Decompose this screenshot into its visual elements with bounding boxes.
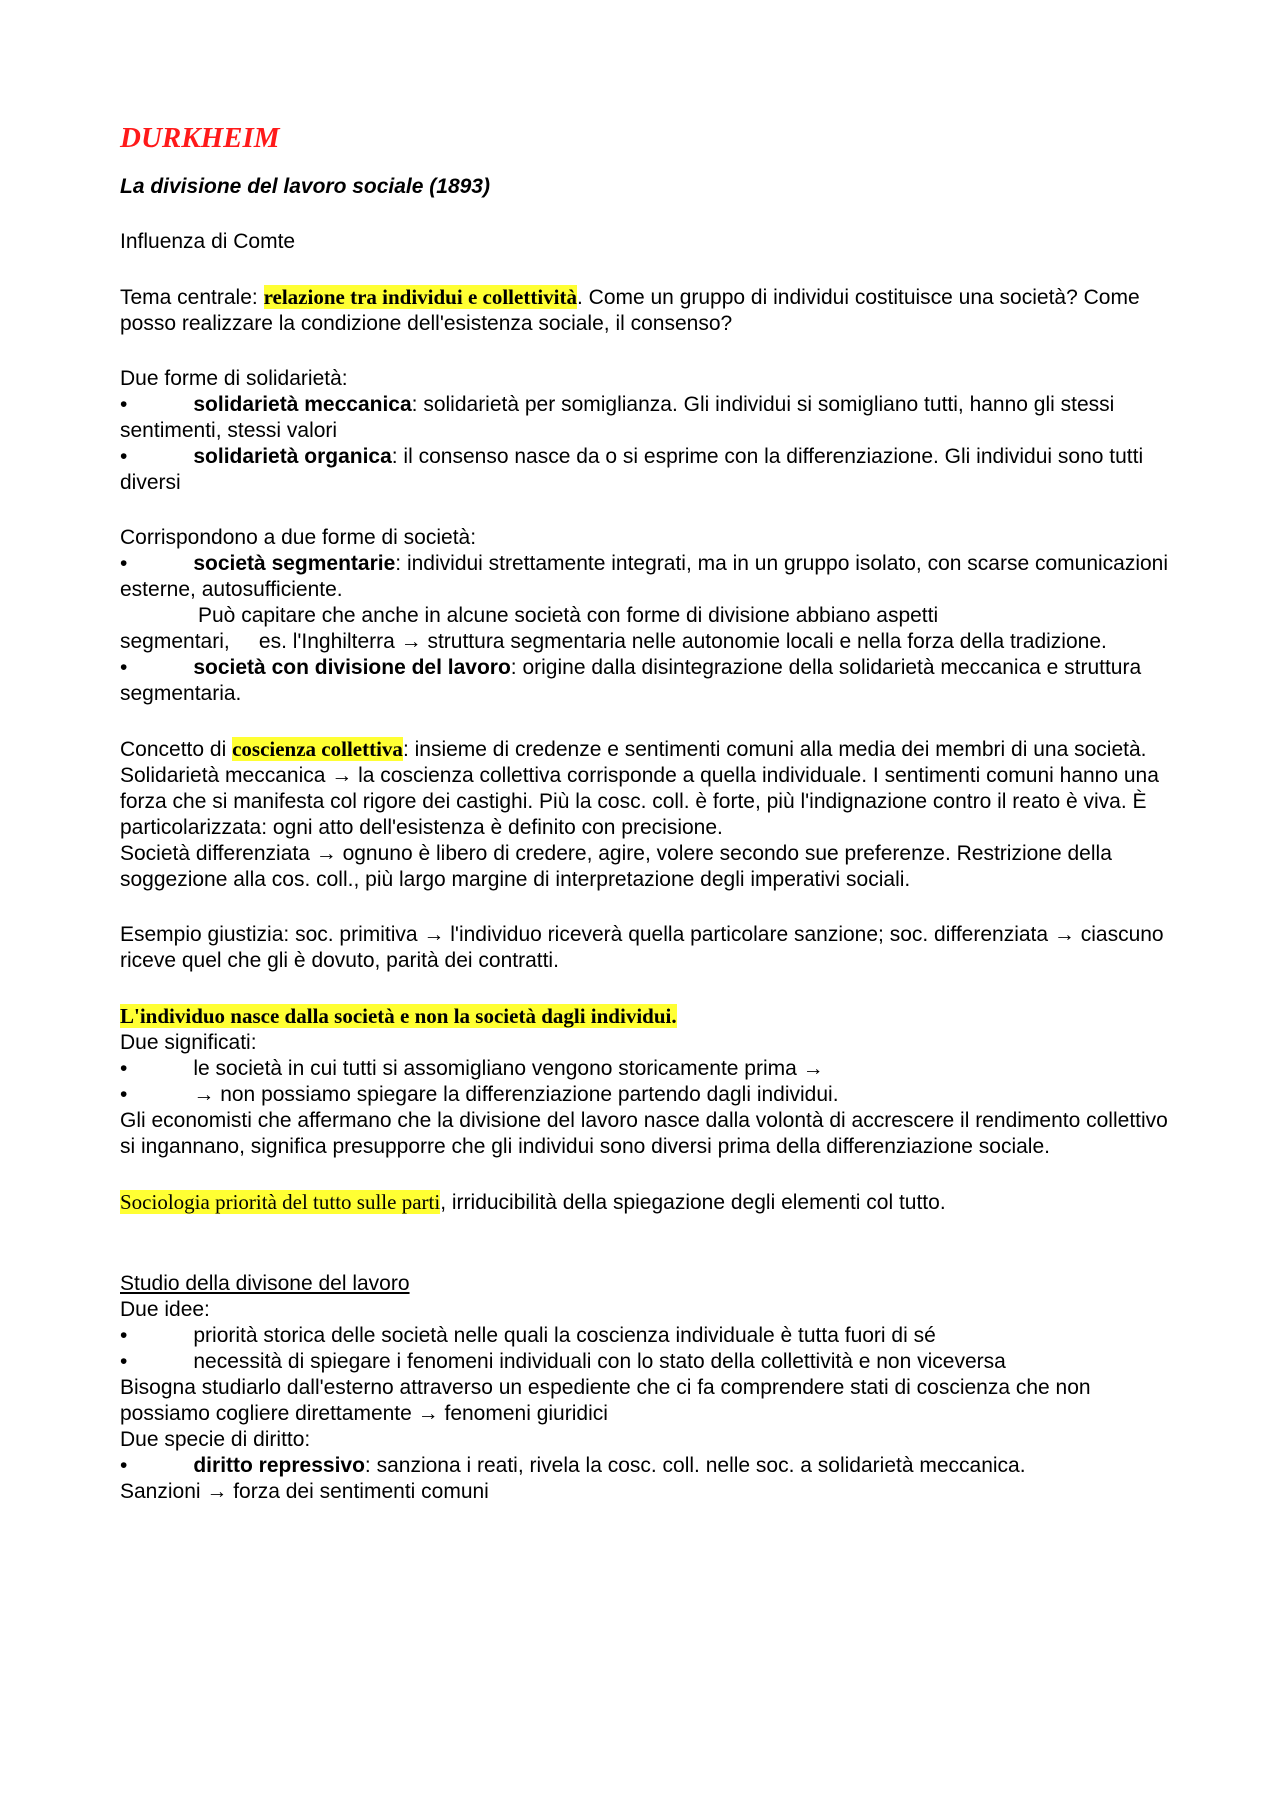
sociologia-text: , irriducibilità della spiegazione degli elementi col tutto. (440, 1191, 946, 1214)
societa-intro: Corrispondono a due forme di società: (120, 526, 477, 549)
bullet: • (120, 393, 128, 416)
bullet: • (120, 1454, 128, 1477)
studio-item-repressivo (120, 1453, 1180, 1479)
societa-item-divisione (120, 655, 1180, 707)
tema-text: . Come un gruppo di individui costituisce una società? Come posso realizzare la condizione dell'esistenza sociale, il consenso? (120, 286, 1140, 335)
item-text: le società in cui tutti si assomigliano vengono storicamente prima → (193, 1057, 824, 1080)
item-text: priorità storica delle società nelle quali la coscienza individuale è tutta fuori di sé (193, 1324, 936, 1347)
sociologia-paragraph (120, 1189, 1180, 1216)
individuo-item-1 (120, 1056, 1180, 1082)
bullet: • (120, 1057, 128, 1080)
document-subtitle: La divisione del lavoro sociale (1893) (120, 175, 490, 198)
individuo-intro: Due significati: (120, 1031, 257, 1054)
item-text: : individui strettamente integrati, ma in un gruppo isolato, con scarse comunicazioni esterne, autosufficiente. (120, 552, 1169, 601)
studio-heading: Studio della divisone del lavoro (120, 1272, 410, 1295)
bullet: • (120, 552, 128, 575)
term-organica: solidarietà organica (193, 445, 392, 468)
bullet: • (120, 1324, 128, 1347)
solidarieta-item-meccanica (120, 392, 1180, 444)
tema-paragraph (120, 284, 1180, 337)
highlight-sociologia: Sociologia priorità del tutto sulle parti (120, 1190, 441, 1214)
item-text: : origine dalla disintegrazione della solidarietà meccanica e struttura segmentaria. (120, 656, 1142, 705)
studio-intro: Due idee: (120, 1298, 210, 1321)
coscienza-paragraph (120, 736, 1180, 763)
bullet: • (120, 445, 128, 468)
coscienza-text: : insieme di credenze e sentimenti comuni alla media dei membri di una società. (402, 738, 1147, 761)
highlight-individuo: L'individuo nasce dalla società e non la società dagli individui. (120, 1004, 677, 1028)
solidarieta-intro: Due forme di solidarietà: (120, 367, 348, 390)
item-text: → non possiamo spiegare la differenziazione partendo dagli individui. (193, 1083, 839, 1106)
coscienza-differenziata-paragraph: Società differenziata → ognuno è libero di credere, agire, volere secondo sue preferenze. Restrizione della soggezione alla cos. coll., più largo margine di interpretazione degli imperativi sociali. (120, 842, 1112, 891)
influenza-line: Influenza di Comte (120, 230, 296, 253)
studio-paragraph-1: Bisogna studiarlo dall'esterno attraverso un espediente che ci fa comprendere stati di coscienza che non possiamo cogliere direttamente → fenomeni giuridici (120, 1376, 1091, 1425)
solidarieta-item-organica (120, 444, 1180, 496)
studio-item-2 (120, 1349, 1180, 1375)
item-text: necessità di spiegare i fenomeni individuali con lo stato della collettività e non viceversa (193, 1350, 1006, 1373)
term-repressivo: diritto repressivo (193, 1454, 365, 1477)
item-text: : il consenso nasce da o si esprime con la differenziazione. Gli individui sono tutti diversi (120, 445, 1144, 494)
individuo-heading (120, 1003, 1180, 1030)
bullet: • (120, 656, 128, 679)
term-meccanica: solidarietà meccanica (193, 393, 412, 416)
highlight-coscienza: coscienza collettiva (232, 737, 403, 761)
highlight-tema: relazione tra individui e collettività (263, 285, 577, 309)
economisti-paragraph: Gli economisti che affermano che la divisione del lavoro nasce dalla volontà di accrescere il rendimento collettivo si ingannano, significa presupporre che gli individui sono diversi prima della differenziazione sociale. (120, 1109, 1168, 1158)
societa-note-1: Può capitare che anche in alcune società con forme di divisione abbiano aspetti (198, 604, 939, 627)
bullet: • (120, 1350, 128, 1373)
coscienza-meccanica-paragraph: Solidarietà meccanica → la coscienza collettiva corrisponde a quella individuale. I sentimenti comuni hanno una forza che si manifesta col rigore dei castighi. Più la cosc. coll. è forte, più l'indignazione contro il reato è viva. È particolarizzata: ogni atto dell'esistenza è definito con precisione. (120, 764, 1159, 839)
term-divisione: società con divisione del lavoro (193, 656, 511, 679)
item-text: : solidarietà per somiglianza. Gli individui si somigliano tutti, hanno gli stessi sentimenti, stessi valori (120, 393, 1115, 442)
esempio-paragraph: Esempio giustizia: soc. primitiva → l'individuo riceverà quella particolare sanzione; soc. differenziata → ciascuno riceve quel che gli è dovuto, parità dei contratti. (120, 923, 1164, 972)
bullet: • (120, 1083, 128, 1106)
individuo-item-2 (120, 1082, 1180, 1108)
tema-label: Tema centrale: (120, 286, 264, 309)
document-content (120, 118, 1180, 1505)
studio-paragraph-3: Sanzioni → forza dei sentimenti comuni (120, 1480, 489, 1503)
societa-note-2: segmentari, es. l'Inghilterra → struttura segmentaria nelle autonomie locali e nella forza della tradizione. (120, 630, 1107, 653)
studio-paragraph-2: Due specie di diritto: (120, 1428, 311, 1451)
document-title: DURKHEIM (120, 122, 280, 154)
societa-item-segmentarie (120, 551, 1180, 603)
coscienza-label: Concetto di (120, 738, 233, 761)
studio-item-1 (120, 1323, 1180, 1349)
term-segmentarie: società segmentarie (193, 552, 396, 575)
item-text: : sanziona i reati, rivela la cosc. coll. nelle soc. a solidarietà meccanica. (364, 1454, 1026, 1477)
